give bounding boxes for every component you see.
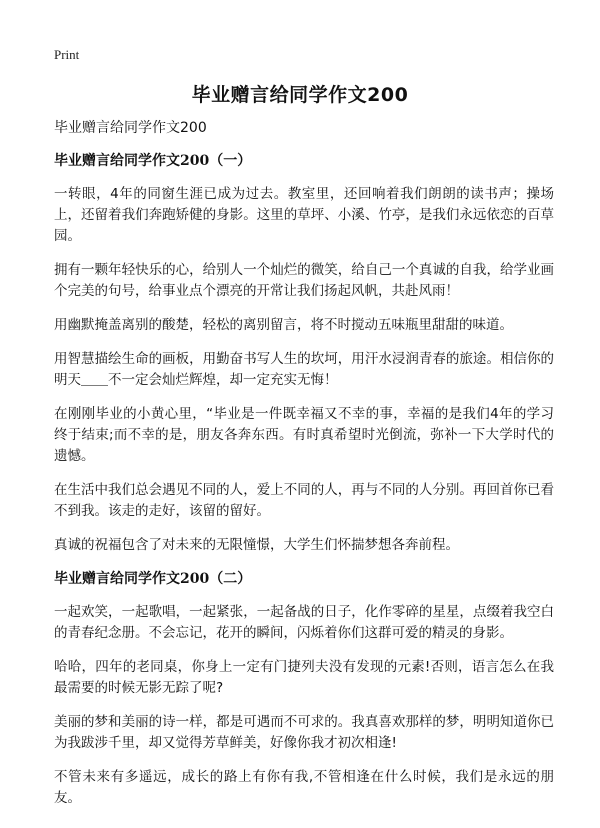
paragraph: 哈哈，四年的老同桌，你身上一定有门捷列夫没有发现的元素!否则，语言怎么在我最需要的时候无影无踪了呢?: [54, 659, 554, 696]
section-heading: 毕业赠言给同学作文200（二）: [54, 571, 252, 587]
paragraph: 美丽的梦和美丽的诗一样，都是可遇而不可求的。我真喜欢那样的梦，明明知道你已为我跋涉千里，却又觉得芳草鲜美，好像你我才初次相逢!: [54, 714, 554, 751]
paragraph: 用智慧描绘生命的画板，用勤奋书写人生的坎坷，用汗水浸润青春的旅途。相信你的明天＿＿不一定会灿烂辉煌，却一定充实无悔！: [54, 351, 554, 388]
paragraph: 拥有一颗年轻快乐的心，给别人一个灿烂的微笑，给自己一个真诚的自我，给学业画个完美的句号，给事业点个漂亮的开常让我们扬起风帆，共赴风雨！: [54, 262, 554, 299]
document-subtitle: 毕业赠言给同学作文200: [54, 120, 207, 136]
section-heading: 毕业赠言给同学作文200（一）: [54, 153, 252, 169]
paragraph: 一起欢笑，一起歌唱，一起紧张，一起备战的日子，化作零碎的星星，点缀着我空白的青春纪念册。不会忘记，花开的瞬间，闪烁着你们这群可爱的精灵的身影。: [54, 604, 554, 641]
paragraph: 在刚刚毕业的小黄心里，“毕业是一件既幸福又不幸的事，幸福的是我们4年的学习终于结束;而不幸的是，朋友各奔东西。有时真希望时光倒流，弥补一下大学时代的遗憾。: [54, 406, 554, 464]
section-2: [54, 569, 554, 809]
document-title: 毕业赠言给同学作文200: [191, 84, 409, 106]
paragraph: 真诚的祝福包含了对未来的无限憧憬，大学生们怀揣梦想各奔前程。: [54, 537, 459, 553]
print-label: Print: [54, 47, 80, 62]
section-1: [54, 151, 554, 556]
paragraph: 一转眼，4年的同窗生涯已成为过去。教室里，还回响着我们朗朗的读书声；操场上，还留着我们奔跑矫健的身影。这里的草坪、小溪、竹亭，是我们永远依恋的百草园。: [54, 186, 554, 244]
paragraph: 用幽默掩盖离别的酸楚，轻松的离别留言，将不时搅动五味瓶里甜甜的味道。: [54, 317, 513, 333]
document-body: [54, 118, 554, 822]
paragraph: 在生活中我们总会遇见不同的人，爱上不同的人，再与不同的人分别。再回首你已看不到我。该走的走好，该留的留好。: [54, 482, 554, 519]
paragraph: 不管未来有多遥远，成长的路上有你有我,不管相逢在什么时候，我们是永远的朋友。: [54, 769, 554, 806]
